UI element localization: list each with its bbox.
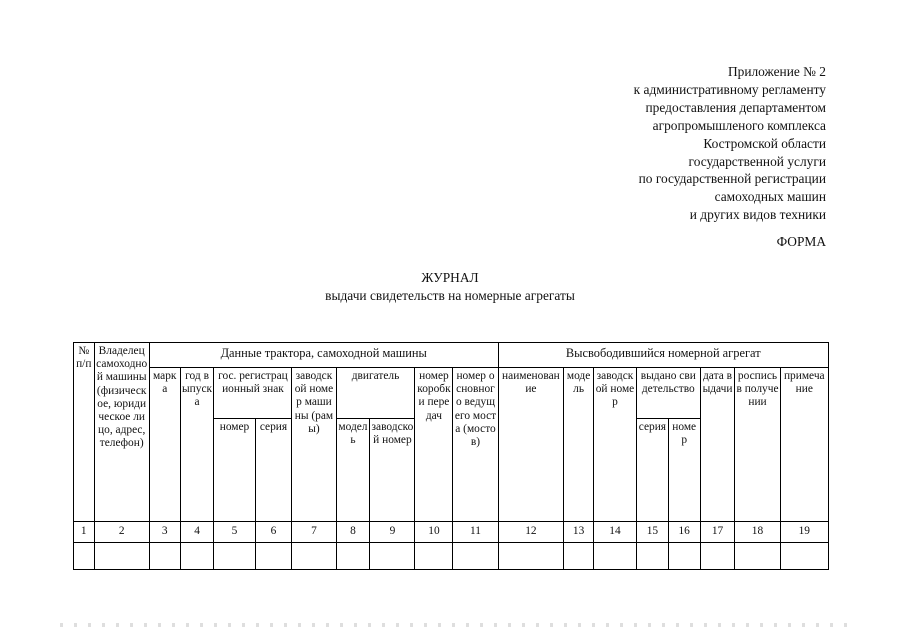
empty-cell	[336, 543, 370, 570]
column-number: 2	[94, 522, 149, 543]
empty-cell	[593, 543, 636, 570]
group-released-unit: Высвободившийся номерной агрегат	[498, 343, 828, 368]
appendix-line: Костромской области	[703, 135, 826, 151]
appendix-line: Приложение № 2	[727, 64, 826, 79]
appendix-line: к административному регламенту	[633, 81, 826, 97]
empty-cell	[780, 543, 828, 570]
header-reg-series: серия	[255, 419, 292, 522]
appendix-line: по государственной регистрации	[638, 171, 826, 187]
column-number: 7	[292, 522, 336, 543]
header-engine-model: модель	[336, 419, 370, 522]
empty-cell	[735, 543, 780, 570]
column-number: 14	[593, 522, 636, 543]
header-engine: двигатель	[336, 368, 415, 419]
empty-cell	[74, 543, 95, 570]
empty-cell	[370, 543, 415, 570]
header-cert-issued: выдано свидетельство	[637, 368, 701, 419]
appendix-line: и других видов техники	[689, 207, 826, 223]
empty-cell	[180, 543, 214, 570]
header-year: год выпуска	[180, 368, 214, 522]
form-label: ФОРМА	[776, 234, 826, 249]
column-number: 10	[415, 522, 453, 543]
column-number: 9	[370, 522, 415, 543]
header-reg-sign: гос. регистрационный знак	[214, 368, 292, 419]
column-number: 15	[637, 522, 669, 543]
empty-cell	[214, 543, 255, 570]
header-cert-series: серия	[637, 419, 669, 522]
column-number: 4	[180, 522, 214, 543]
appendix-line: государственной услуги	[688, 153, 826, 169]
header-signature: роспись в получении	[735, 368, 780, 522]
header-axle: номер основного ведущего моста (мостов)	[453, 368, 498, 522]
header-frame-serial: заводской номер машины (рамы)	[292, 368, 336, 522]
journal-table	[73, 342, 829, 570]
column-number: 11	[453, 522, 498, 543]
column-number: 19	[780, 522, 828, 543]
header-gearbox: номер коробки передач	[415, 368, 453, 522]
table-row	[74, 543, 829, 570]
empty-cell	[637, 543, 669, 570]
header-note: примечание	[780, 368, 828, 522]
header-unit-serial: заводской номер	[593, 368, 636, 522]
column-number: 1	[74, 522, 95, 543]
header-unit-model: модель	[564, 368, 594, 522]
group-tractor-data: Данные трактора, самоходной машины	[149, 343, 498, 368]
empty-cell	[453, 543, 498, 570]
column-number: 6	[255, 522, 292, 543]
journal-title: ЖУРНАЛ	[421, 270, 479, 285]
empty-cell	[700, 543, 735, 570]
header-num: № п/п	[74, 343, 95, 522]
empty-cell	[255, 543, 292, 570]
column-number: 5	[214, 522, 255, 543]
appendix-line: самоходных машин	[714, 189, 826, 205]
appendix-header	[406, 63, 826, 224]
header-owner: Владелец самоходной машины (физическое, юридическое лицо, адрес, телефон)	[94, 343, 149, 522]
empty-cell	[564, 543, 594, 570]
header-cert-number: номер	[668, 419, 700, 522]
header-reg-number: номер	[214, 419, 255, 522]
empty-cell	[94, 543, 149, 570]
appendix-line: предоставления департаментом	[645, 99, 826, 115]
scan-artifact-strip	[60, 623, 850, 627]
header-issue-date: дата выдачи	[700, 368, 735, 522]
column-number: 17	[700, 522, 735, 543]
journal-subtitle: выдачи свидетельств на номерные агрегаты	[325, 287, 575, 303]
empty-cell	[149, 543, 180, 570]
column-number: 12	[498, 522, 564, 543]
column-number: 8	[336, 522, 370, 543]
header-brand: марка	[149, 368, 180, 522]
empty-cell	[415, 543, 453, 570]
column-number: 3	[149, 522, 180, 543]
empty-cell	[668, 543, 700, 570]
column-number: 16	[668, 522, 700, 543]
journal-heading	[0, 269, 900, 304]
header-unit-name: наименование	[498, 368, 564, 522]
empty-cell	[498, 543, 564, 570]
empty-cell	[292, 543, 336, 570]
column-number: 13	[564, 522, 594, 543]
header-engine-serial: заводской номер	[370, 419, 415, 522]
column-number: 18	[735, 522, 780, 543]
appendix-line: агропромышленого комплекса	[652, 117, 826, 133]
